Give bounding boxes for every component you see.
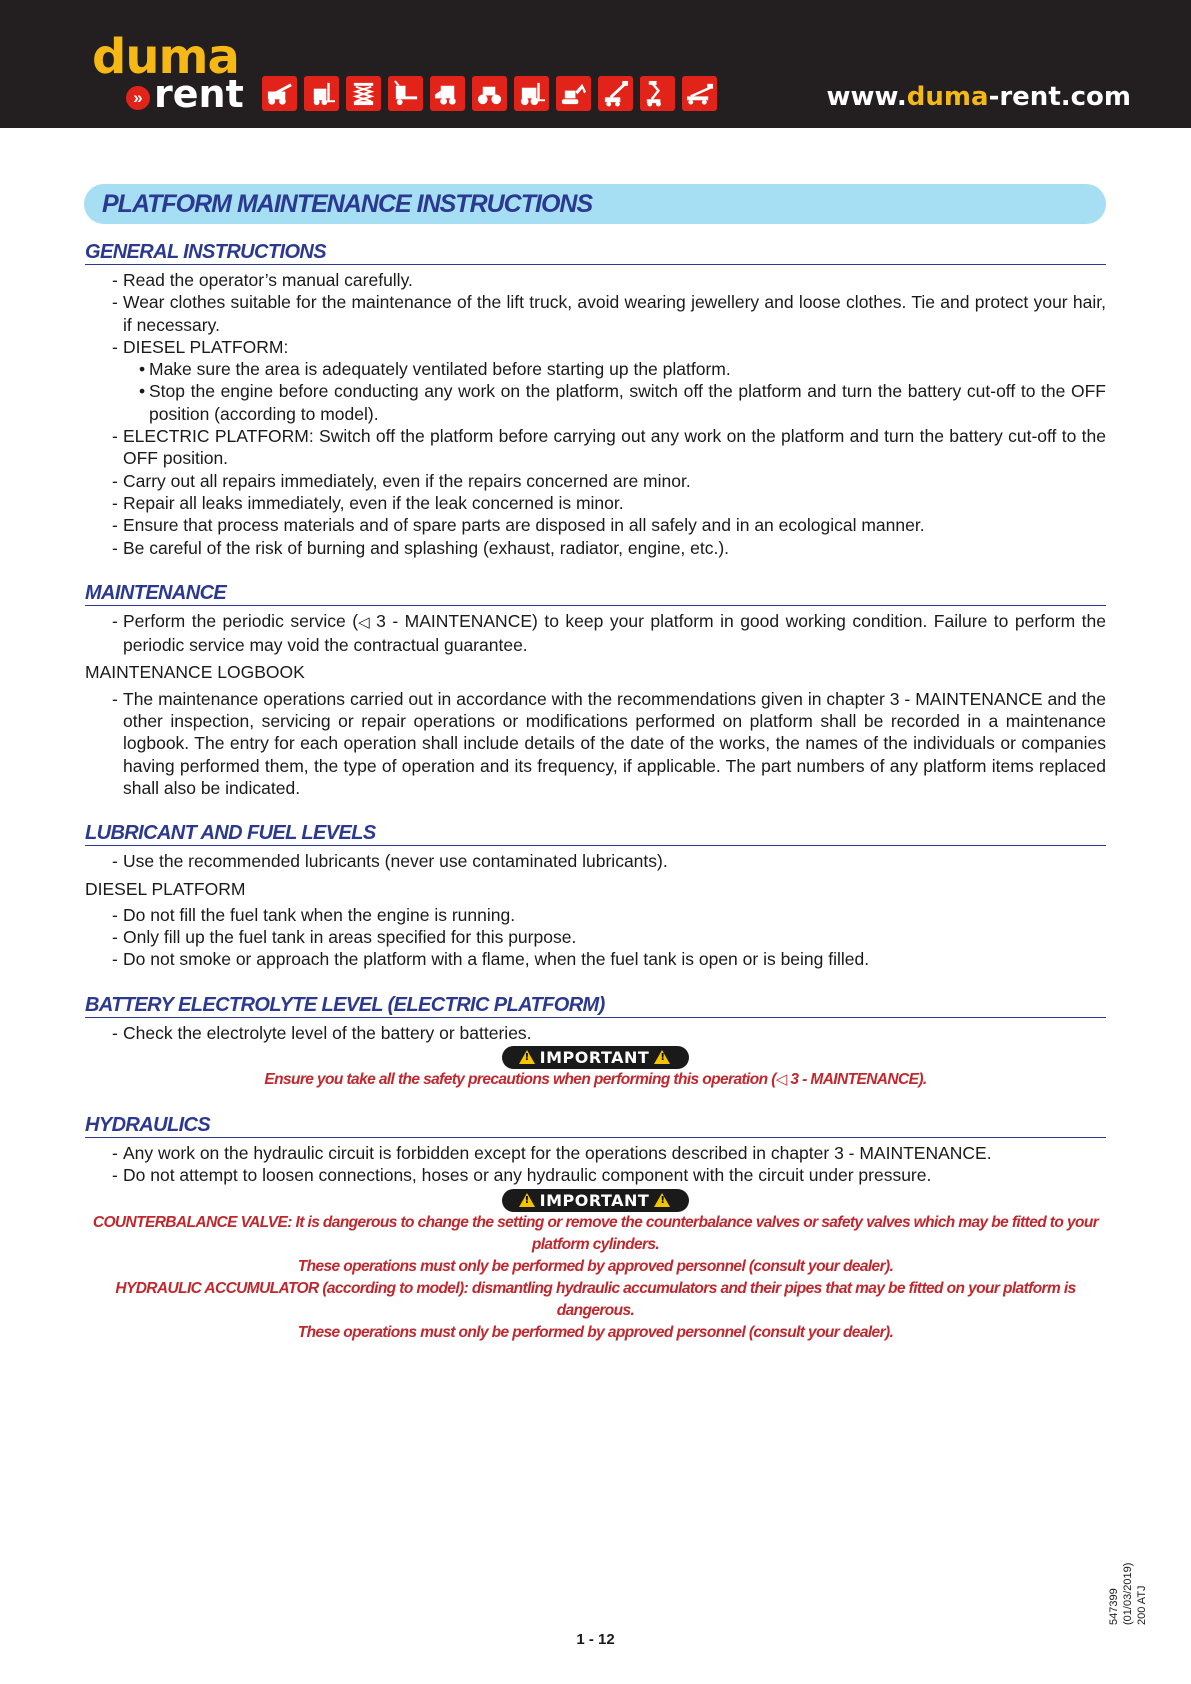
bullet-item: • Stop the engine before conducting any work on the platform, switch off the platform and turn the battery cut-off to the OFF position (according to model).	[149, 380, 1106, 425]
list-item: - Only fill up the fuel tank in areas specified for this purpose.	[123, 926, 1106, 948]
telescopic-boom-icon	[598, 76, 633, 111]
list-item: - ELECTRIC PLATFORM: Switch off the platform before carrying out any work on the platform and turn the battery cut-off to the OFF position.	[123, 425, 1106, 470]
hydraulics-warning-note: These operations must only be performed by approved personnel (consult your dealer).	[297, 1257, 894, 1275]
document-reference: 547399 (01/03/2019) 200 ATJ	[1108, 1562, 1148, 1625]
diesel-list	[85, 904, 1106, 971]
bullet-item: • Make sure the area is adequately ventilated before starting up the platform.	[149, 358, 1106, 380]
list-item: - Perform the periodic service (◁ 3 - MAINTENANCE) to keep your platform in good working condition. Failure to perform the periodic service may void the contractual guarantee.	[123, 610, 1106, 657]
page-title-bar	[84, 184, 1106, 224]
reference-arrow-icon: ◁	[775, 1071, 787, 1089]
list-item: - Use the recommended lubricants (never use contaminated lubricants).	[123, 850, 1106, 872]
diesel-bullet-list	[85, 358, 1106, 425]
list-item: - Repair all leaks immediately, even if the leak concerned is minor.	[123, 492, 1106, 514]
general-list-continued	[85, 425, 1106, 559]
section-heading: HYDRAULICS	[85, 1113, 1106, 1138]
section-lubricant-fuel	[85, 821, 1106, 970]
list-item: - Any work on the hydraulic circuit is forbidden except for the operations described in chapter 3 - MAINTENANCE.	[123, 1142, 1106, 1164]
battery-warning-note: Ensure you take all the safety precautions when performing this operation (◁ 3 - MAINTENANCE).	[85, 1069, 1106, 1091]
list-item: - Read the operator’s manual carefully.	[123, 269, 1106, 291]
list-item: - Ensure that process materials and of spare parts are disposed in all safely and in an ecological manner.	[123, 514, 1106, 536]
page-number: 1 - 12	[576, 1631, 615, 1648]
warning-icon	[519, 1050, 535, 1064]
list-item: - Do not attempt to loosen connections, hoses or any hydraulic component with the circuit under pressure.	[123, 1164, 1106, 1186]
hydraulics-list	[85, 1142, 1106, 1187]
battery-list	[85, 1022, 1106, 1044]
machine-icons-row	[262, 76, 717, 111]
pallet-truck-icon	[388, 76, 423, 111]
aerial-platform-icon	[682, 76, 717, 111]
important-badge-wrap	[85, 1046, 1106, 1069]
skid-steer-icon	[430, 76, 465, 111]
scissor-lift-icon	[346, 76, 381, 111]
page-title: PLATFORM MAINTENANCE INSTRUCTIONS	[102, 190, 593, 218]
hydraulics-warning-note: COUNTERBALANCE VALVE: It is dangerous to change the setting or remove the counterbalance valves or safety valves which may be fitted to your platform cylinders.	[92, 1213, 1099, 1253]
section-hydraulics	[85, 1113, 1106, 1344]
telehandler-icon	[262, 76, 297, 111]
diesel-platform-heading: DIESEL PLATFORM	[85, 878, 246, 899]
important-badge-wrap	[85, 1189, 1106, 1212]
excavator-icon	[556, 76, 591, 111]
list-item: - The maintenance operations carried out in accordance with the recommendations given in chapter 3 - MAINTENANCE and the other inspection, servicing or repair operations or modifications performed on platform shall be recorded in a maintenance logbook. The entry for each operation shall include details of the date of the works, the names of the individuals or companies having performed them, the type of operation and its frequency, if applicable. The part numbers of any platform items replaced shall also be indicated.	[123, 688, 1106, 799]
logbook-list	[85, 688, 1106, 799]
maintenance-list	[85, 610, 1106, 657]
header-bar	[0, 0, 1191, 128]
list-item: - Be careful of the risk of burning and splashing (exhaust, radiator, engine, etc.).	[123, 537, 1106, 559]
section-general-instructions	[85, 240, 1106, 559]
website-url[interactable]: www.duma-rent.com	[826, 82, 1131, 112]
list-item: - DIESEL PLATFORM:	[123, 336, 1106, 358]
section-battery	[85, 993, 1106, 1091]
list-item: - Do not smoke or approach the platform with a flame, when the fuel tank is open or is being filled.	[123, 948, 1106, 970]
section-heading: MAINTENANCE	[85, 581, 1106, 606]
list-item: - Do not fill the fuel tank when the engine is running.	[123, 904, 1106, 926]
document-body	[85, 240, 1106, 1366]
list-item: - Carry out all repairs immediately, even if the repairs concerned are minor.	[123, 470, 1106, 492]
logbook-heading: MAINTENANCE LOGBOOK	[85, 662, 305, 683]
important-badge: !IMPORTANT!	[502, 1189, 690, 1212]
logo-arrow-icon: »	[126, 86, 150, 110]
compactor-icon	[472, 76, 507, 111]
section-heading: BATTERY ELECTROLYTE LEVEL (ELECTRIC PLATFORM)	[85, 993, 1106, 1018]
logo-rent-text: rent	[154, 72, 244, 116]
important-badge: !IMPORTANT!	[502, 1046, 690, 1069]
forklift-icon	[304, 76, 339, 111]
reference-arrow-icon: ◁	[358, 613, 370, 631]
list-item: - Wear clothes suitable for the maintenance of the lift truck, avoid wearing jewellery and loose clothes. Tie and protect your hair, if necessary.	[123, 291, 1106, 336]
rough-terrain-forklift-icon	[514, 76, 549, 111]
section-heading: GENERAL INSTRUCTIONS	[85, 240, 1106, 265]
lubricant-list	[85, 850, 1106, 872]
hydraulics-warning-note: HYDRAULIC ACCUMULATOR (according to model): dismantling hydraulic accumulators and their pipes that may be fitted on your platform is dangerous.	[115, 1279, 1076, 1319]
logo-duma-text: duma	[92, 29, 239, 85]
hydraulics-warning-note: These operations must only be performed by approved personnel (consult your dealer).	[297, 1323, 894, 1341]
list-item: - Check the electrolyte level of the battery or batteries.	[123, 1022, 1106, 1044]
general-list	[85, 269, 1106, 358]
warning-icon	[654, 1193, 670, 1207]
section-heading: LUBRICANT AND FUEL LEVELS	[85, 821, 1106, 846]
boom-lift-icon	[640, 76, 675, 111]
warning-icon	[519, 1193, 535, 1207]
warning-icon	[654, 1050, 670, 1064]
section-maintenance	[85, 581, 1106, 799]
